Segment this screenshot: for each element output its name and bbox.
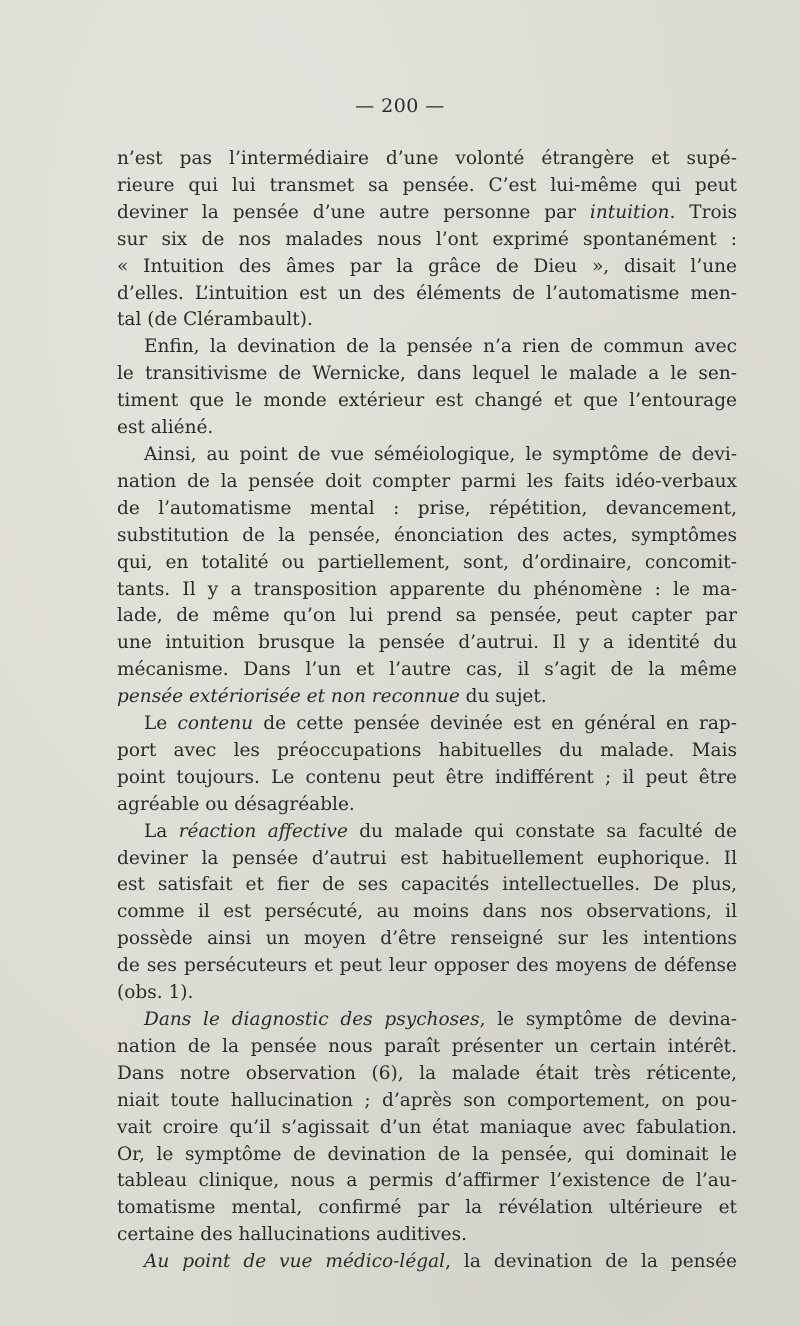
text-line <box>117 899 737 926</box>
text-line <box>117 792 737 819</box>
text-line <box>117 469 737 496</box>
text-run: tableau clinique, nous a permis d’affirmer l’existence de l’au- <box>117 1170 737 1192</box>
text-run: , la devination de la pensée <box>445 1251 737 1273</box>
text-line <box>117 1142 737 1169</box>
text-line <box>117 1168 737 1195</box>
text-run: niait toute hallucination ; d’après son comportement, on pou- <box>117 1089 737 1111</box>
text-line <box>117 550 737 577</box>
text-run: qui, en totalité ou partiellement, sont, d’ordinaire, concomit- <box>117 551 737 573</box>
text-line <box>117 1088 737 1115</box>
text-run: mécanisme. Dans l’un et l’autre cas, il s’agit de la même <box>117 659 737 681</box>
text-line <box>117 1195 737 1222</box>
italic-phrase: réaction affective <box>178 820 348 842</box>
text-line <box>117 254 737 281</box>
text-line <box>117 1115 737 1142</box>
text-run: « Intuition des âmes par la grâce de Dieu », disait l’une <box>117 255 737 277</box>
text-line <box>117 1034 737 1061</box>
text-line <box>117 872 737 899</box>
text-line <box>117 1007 737 1034</box>
text-run: Dans notre observation (6), la malade était très réticente, <box>117 1062 737 1084</box>
text-run: vait croire qu’il s’agissait d’un état maniaque avec fabulation. <box>117 1116 737 1138</box>
text-line <box>117 657 737 684</box>
italic-phrase: intuition <box>589 201 670 223</box>
text-run: le transitivisme de Wernicke, dans lequel le malade a le sen- <box>117 363 737 385</box>
text-line <box>117 603 737 630</box>
text-run: port avec les préoccupations habituelles du malade. Mais <box>117 739 737 761</box>
text-line <box>117 523 737 550</box>
text-line <box>117 281 737 308</box>
text-run: rieure qui lui transmet sa pensée. C’est lui-même qui peut <box>117 174 737 196</box>
text-run: Ainsi, au point de vue séméiologique, le symptôme de devi- <box>144 443 737 465</box>
text-run: d’elles. L’intuition est un des éléments de l’automatisme men- <box>117 282 737 304</box>
text-run: timent que le monde extérieur est changé et que l’entourage <box>117 390 737 412</box>
body-text <box>117 146 737 1276</box>
text-run: de l’automatisme mental : prise, répétition, devancement, <box>117 497 737 519</box>
text-line <box>117 334 737 361</box>
italic-phrase: Dans le diagnostic des psychoses <box>144 1009 480 1030</box>
text-run: agréable ou désagréable. <box>117 793 355 815</box>
text-line <box>117 1222 737 1249</box>
text-run: tomatisme mental, confirmé par la révélation ultérieure et <box>117 1197 737 1219</box>
text-run: (obs. 1). <box>117 982 194 1004</box>
italic-phrase: contenu <box>177 713 254 735</box>
text-run: une intuition brusque la pensée d’autrui. Il y a identité du <box>117 632 737 654</box>
text-run: certaine des hallucinations auditives. <box>117 1224 467 1246</box>
text-run: comme il est persécuté, au moins dans nos observations, il <box>117 901 737 923</box>
text-run: du malade qui constate sa faculté de <box>347 820 737 842</box>
text-line <box>117 307 737 334</box>
text-run: de ses persécuteurs et peut leur opposer des moyens de défense <box>117 955 737 977</box>
text-run: tants. Il y a transposition apparente du phénomène : le ma- <box>117 578 737 600</box>
text-line <box>117 765 737 792</box>
text-line <box>117 442 737 469</box>
text-run: , le symptôme de devina- <box>479 1009 737 1030</box>
page-number: — 200 — <box>355 95 445 117</box>
text-run: n’est pas l’intermédiaire d’une volonté étrangère et supé- <box>117 148 737 169</box>
text-line <box>117 577 737 604</box>
text-run: du sujet. <box>459 686 547 708</box>
text-line <box>117 711 737 738</box>
text-line <box>117 415 737 442</box>
text-run: possède ainsi un moyen d’être renseigné sur les intentions <box>117 928 737 950</box>
text-line <box>117 846 737 873</box>
text-line <box>117 738 737 765</box>
italic-phrase: pensée extériorisée et non reconnue <box>117 686 460 708</box>
text-line <box>117 496 737 523</box>
text-line <box>117 630 737 657</box>
text-run: tal (de Clérambault). <box>117 309 313 331</box>
text-line <box>117 1249 737 1276</box>
text-run: . Trois <box>669 201 737 223</box>
text-run: nation de la pensée nous paraît présenter un certain intérêt. <box>117 1035 737 1057</box>
text-line <box>117 146 737 173</box>
text-line <box>117 980 737 1007</box>
italic-phrase: Au point de vue médico-légal <box>144 1251 446 1273</box>
text-run: Or, le symptôme de devination de la pensée, qui dominait le <box>117 1143 737 1165</box>
text-line <box>117 684 737 711</box>
text-run: deviner la pensée d’autrui est habituellement euphorique. Il <box>117 847 737 869</box>
text-run: lade, de même qu’on lui prend sa pensée, peut capter par <box>117 605 737 627</box>
text-run: point toujours. Le contenu peut être indifférent ; il peut être <box>117 766 737 788</box>
text-run: de cette pensée devinée est en général en rap- <box>253 713 737 735</box>
text-line <box>117 173 737 200</box>
text-line <box>117 926 737 953</box>
text-run: sur six de nos malades nous l’ont exprimé spontanément : <box>117 228 737 250</box>
text-line <box>117 819 737 846</box>
text-run: nation de la pensée doit compter parmi les faits idéo-verbaux <box>117 470 737 492</box>
text-run: est aliéné. <box>117 417 214 439</box>
text-line <box>117 200 737 227</box>
text-run: substitution de la pensée, énonciation des actes, symptômes <box>117 524 737 546</box>
text-run: deviner la pensée d’une autre personne par <box>117 201 590 223</box>
text-run: La <box>144 820 179 842</box>
text-line <box>117 388 737 415</box>
text-line <box>117 361 737 388</box>
text-line <box>117 1061 737 1088</box>
text-run: Le <box>144 713 178 735</box>
text-run: Enfin, la devination de la pensée n’a rien de commun avec <box>144 336 737 358</box>
text-line <box>117 227 737 254</box>
text-run: est satisfait et fier de ses capacités intellectuelles. De plus, <box>117 874 737 896</box>
text-line <box>117 953 737 980</box>
